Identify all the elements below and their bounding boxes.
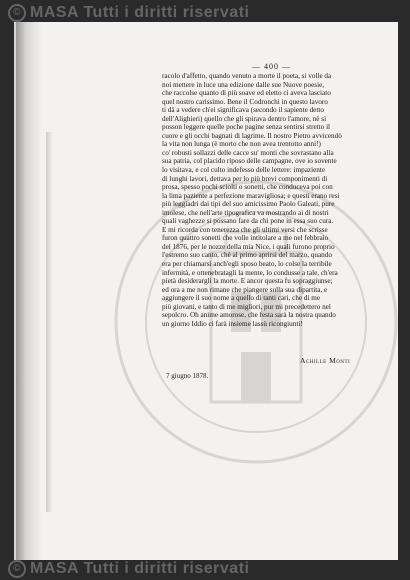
- text-line: cuore e gli occhi bagnati di lagrime. Il nostro Pietro avvicendò: [162, 131, 342, 140]
- text-line: era per chiamarsi anch'egli sposo beato, lo colse la terribile: [162, 260, 332, 269]
- text-line: imolese, che nell'arte tipografica va mostrando ai di nostri: [162, 208, 329, 217]
- text-line: più leggiadri dai tipi del suo amicissimo Paolo Galeati, pure: [162, 200, 335, 209]
- text-line: lo visitava, e col culto indefesso delle lettere: impaziente: [162, 166, 326, 175]
- watermark-top: [8, 4, 249, 22]
- text-line: un giorno Iddio ci farà insieme lassù ricongiunti!: [162, 319, 303, 328]
- text-line: noi mettere in luce una edizione dalle sue Nuove poesie,: [162, 80, 325, 89]
- watermark-bottom: [8, 560, 249, 578]
- text-line: più giovani, e tanto di me migliori, pur mi precedettero nel: [162, 302, 331, 311]
- watermark-top-text: MASA Tutti i diritti riservati: [30, 4, 250, 22]
- text-line: la lima paziente a perfezione maravigliosa; e questi erano resi: [162, 191, 340, 200]
- text-line: infermità, e ottenebratagli la mente, lo condusse a tale, ch'era: [162, 268, 338, 277]
- text-line: sua patria, col placido riposo delle campagne, ove io sovente: [162, 157, 337, 166]
- text-line: del 1876, per le nozze della mia Nice, i quali furono proprio: [162, 242, 335, 251]
- copyright-icon: ©: [8, 4, 26, 22]
- text-line: dell'Alighieri) quello che gli spirava dentro l'amore, nè si: [162, 114, 327, 123]
- article-body: [162, 72, 377, 328]
- text-line: co' robusti sollazzi delle cacce su' monti che sovrastano alla: [162, 148, 334, 157]
- date-line: 7 giugno 1878.: [166, 372, 209, 380]
- text-lines: [162, 72, 377, 328]
- text-line: sepolcro. Oh anime amorose, che festa sarà la nostra quando: [162, 311, 336, 320]
- page-number: — 400 —: [252, 62, 291, 71]
- copyright-icon: ©: [8, 560, 26, 578]
- text-line: quali vaghezze si possano fare da chi pone in essa suo cura.: [162, 217, 334, 226]
- text-line: ti dà a vedere ch'ei significava (secondo il sapiente detto: [162, 106, 324, 115]
- text-line: la vita non lunga (è morto che non avea trentotto anni!): [162, 140, 321, 149]
- text-line: prosa, spesso pochi sciolti o sonetti, che conduceva poi con: [162, 183, 333, 192]
- text-line: posson leggere quelle poche pagine senza sentirsi stretto il: [162, 123, 331, 132]
- text-line: aggiungere il suo nome a quello di tanti cari, che di me: [162, 294, 321, 303]
- text-line: pietà desiderargli la morte. E ancor questa fu sopraggiunse;: [162, 277, 333, 286]
- text-line: E mi ricorda con tenerezza che gli ultimi versi che scrisse: [162, 225, 328, 234]
- text-line: racolo d'affetto, quando venuto a morte il poeta, si volle da: [162, 72, 332, 80]
- text-line: ed ora a me non rimane che piangere sulla sua dipartita, e: [162, 285, 328, 294]
- bookmark-strip: [46, 132, 52, 512]
- author-signature: Achille Monti: [300, 356, 351, 365]
- watermark-bottom-text: MASA Tutti i diritti riservati: [30, 560, 250, 578]
- text-line: quel nostro carissimo. Bene il Codronchi in questo lavoro: [162, 97, 328, 106]
- text-line: l'estremo suo canto, chè al primo aprirsi del marzo, quando: [162, 251, 332, 260]
- text-line: furon quattro sonetti che volle intitolare a me nel febbraio: [162, 234, 329, 243]
- text-line: di lunghi lavori, dettava per lo più brevi componimenti di: [162, 174, 328, 183]
- text-line: che raccolse quanto di più soave ed eletto ci aveva lasciato: [162, 89, 331, 98]
- page-spine-shadow: [16, 22, 42, 560]
